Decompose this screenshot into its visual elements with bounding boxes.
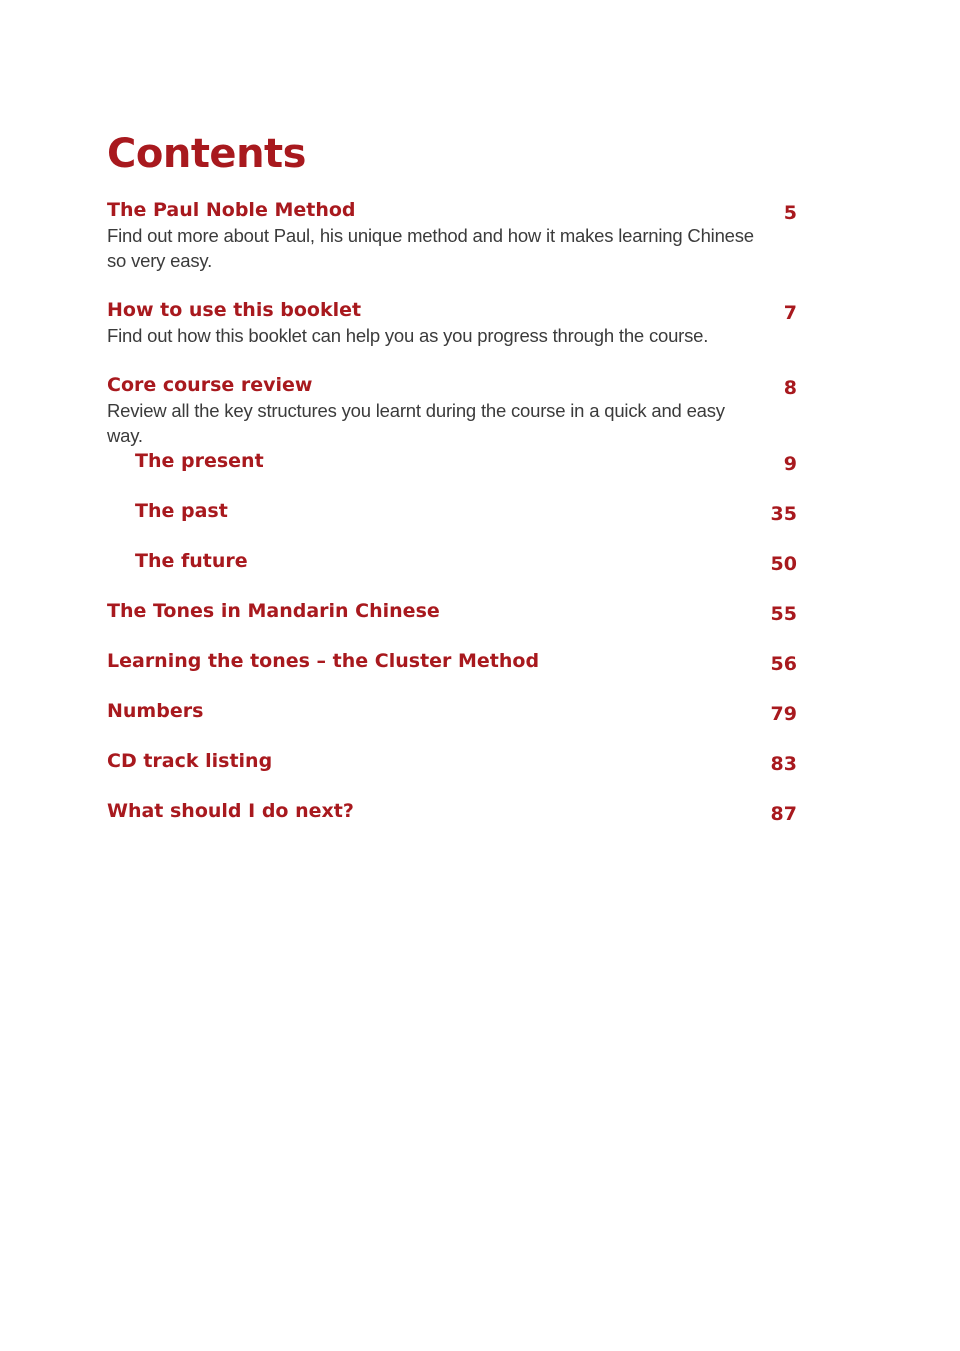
toc-entry-label[interactable]: Numbers: [107, 700, 204, 722]
toc-entry-cd-track-listing[interactable]: [107, 748, 797, 774]
toc-entry-label[interactable]: The future: [135, 550, 248, 572]
toc-entry-description: Find out how this booklet can help you as you progress through the course.: [107, 325, 709, 346]
toc-entry-head: [107, 698, 797, 724]
toc-entry-label[interactable]: The present: [135, 450, 264, 472]
toc-entry-page-number: 35: [770, 503, 797, 525]
toc-entry-what-next[interactable]: [107, 798, 797, 824]
toc-entry-label[interactable]: The Paul Noble Method: [107, 199, 356, 221]
toc-entry-the-future[interactable]: [135, 548, 797, 574]
toc-entry-head: [107, 748, 797, 774]
toc-entry-page-number: 87: [770, 803, 797, 825]
toc-entry-head: [107, 197, 797, 223]
toc-entry-page-number: 56: [770, 653, 797, 675]
toc-entry-how-to-use[interactable]: [107, 297, 797, 348]
toc-entry-label[interactable]: CD track listing: [107, 750, 273, 772]
toc-entry-numbers[interactable]: [107, 698, 797, 724]
toc-entry-the-past[interactable]: [135, 498, 797, 524]
toc-entry-description: Review all the key structures you learnt during the course in a quick and easy way.: [107, 400, 725, 446]
toc-entry-page-number: 9: [783, 453, 797, 475]
toc-entry-head: [107, 798, 797, 824]
toc-entry-page-number: 5: [783, 202, 797, 224]
toc-entry-page-number: 79: [770, 703, 797, 725]
toc-entry-head: [135, 448, 797, 474]
toc-entry-label[interactable]: The Tones in Mandarin Chinese: [107, 600, 440, 622]
toc-entry-page-number: 50: [770, 553, 797, 575]
toc-entry-head: [135, 548, 797, 574]
toc-entry-head: [107, 598, 797, 624]
toc-entry-paul-noble-method[interactable]: [107, 197, 797, 273]
toc-entry-head: [135, 498, 797, 524]
toc-entry-head: [107, 372, 797, 398]
toc-entry-head: [107, 648, 797, 674]
toc-entry-page-number: 55: [770, 603, 797, 625]
toc-entry-page-number: 7: [783, 302, 797, 324]
toc-entry-tones-mandarin[interactable]: [107, 598, 797, 624]
toc-entry-label[interactable]: What should I do next?: [107, 800, 354, 822]
toc-entry-cluster-method[interactable]: [107, 648, 797, 674]
page-title: Contents: [107, 131, 306, 177]
toc-entry-page-number: 8: [783, 377, 797, 399]
toc-entry-core-course-review[interactable]: [107, 372, 797, 448]
toc-entry-label[interactable]: Core course review: [107, 374, 313, 396]
toc-entry-page-number: 83: [770, 753, 797, 775]
toc-entry-label[interactable]: How to use this booklet: [107, 299, 362, 321]
toc-entry-the-present[interactable]: [135, 448, 797, 474]
toc-entry-head: [107, 297, 797, 323]
toc-entry-label[interactable]: Learning the tones – the Cluster Method: [107, 650, 540, 672]
toc-entry-label[interactable]: The past: [135, 500, 228, 522]
toc-entry-description: Find out more about Paul, his unique method and how it makes learning Chinese so very easy.: [107, 225, 754, 271]
